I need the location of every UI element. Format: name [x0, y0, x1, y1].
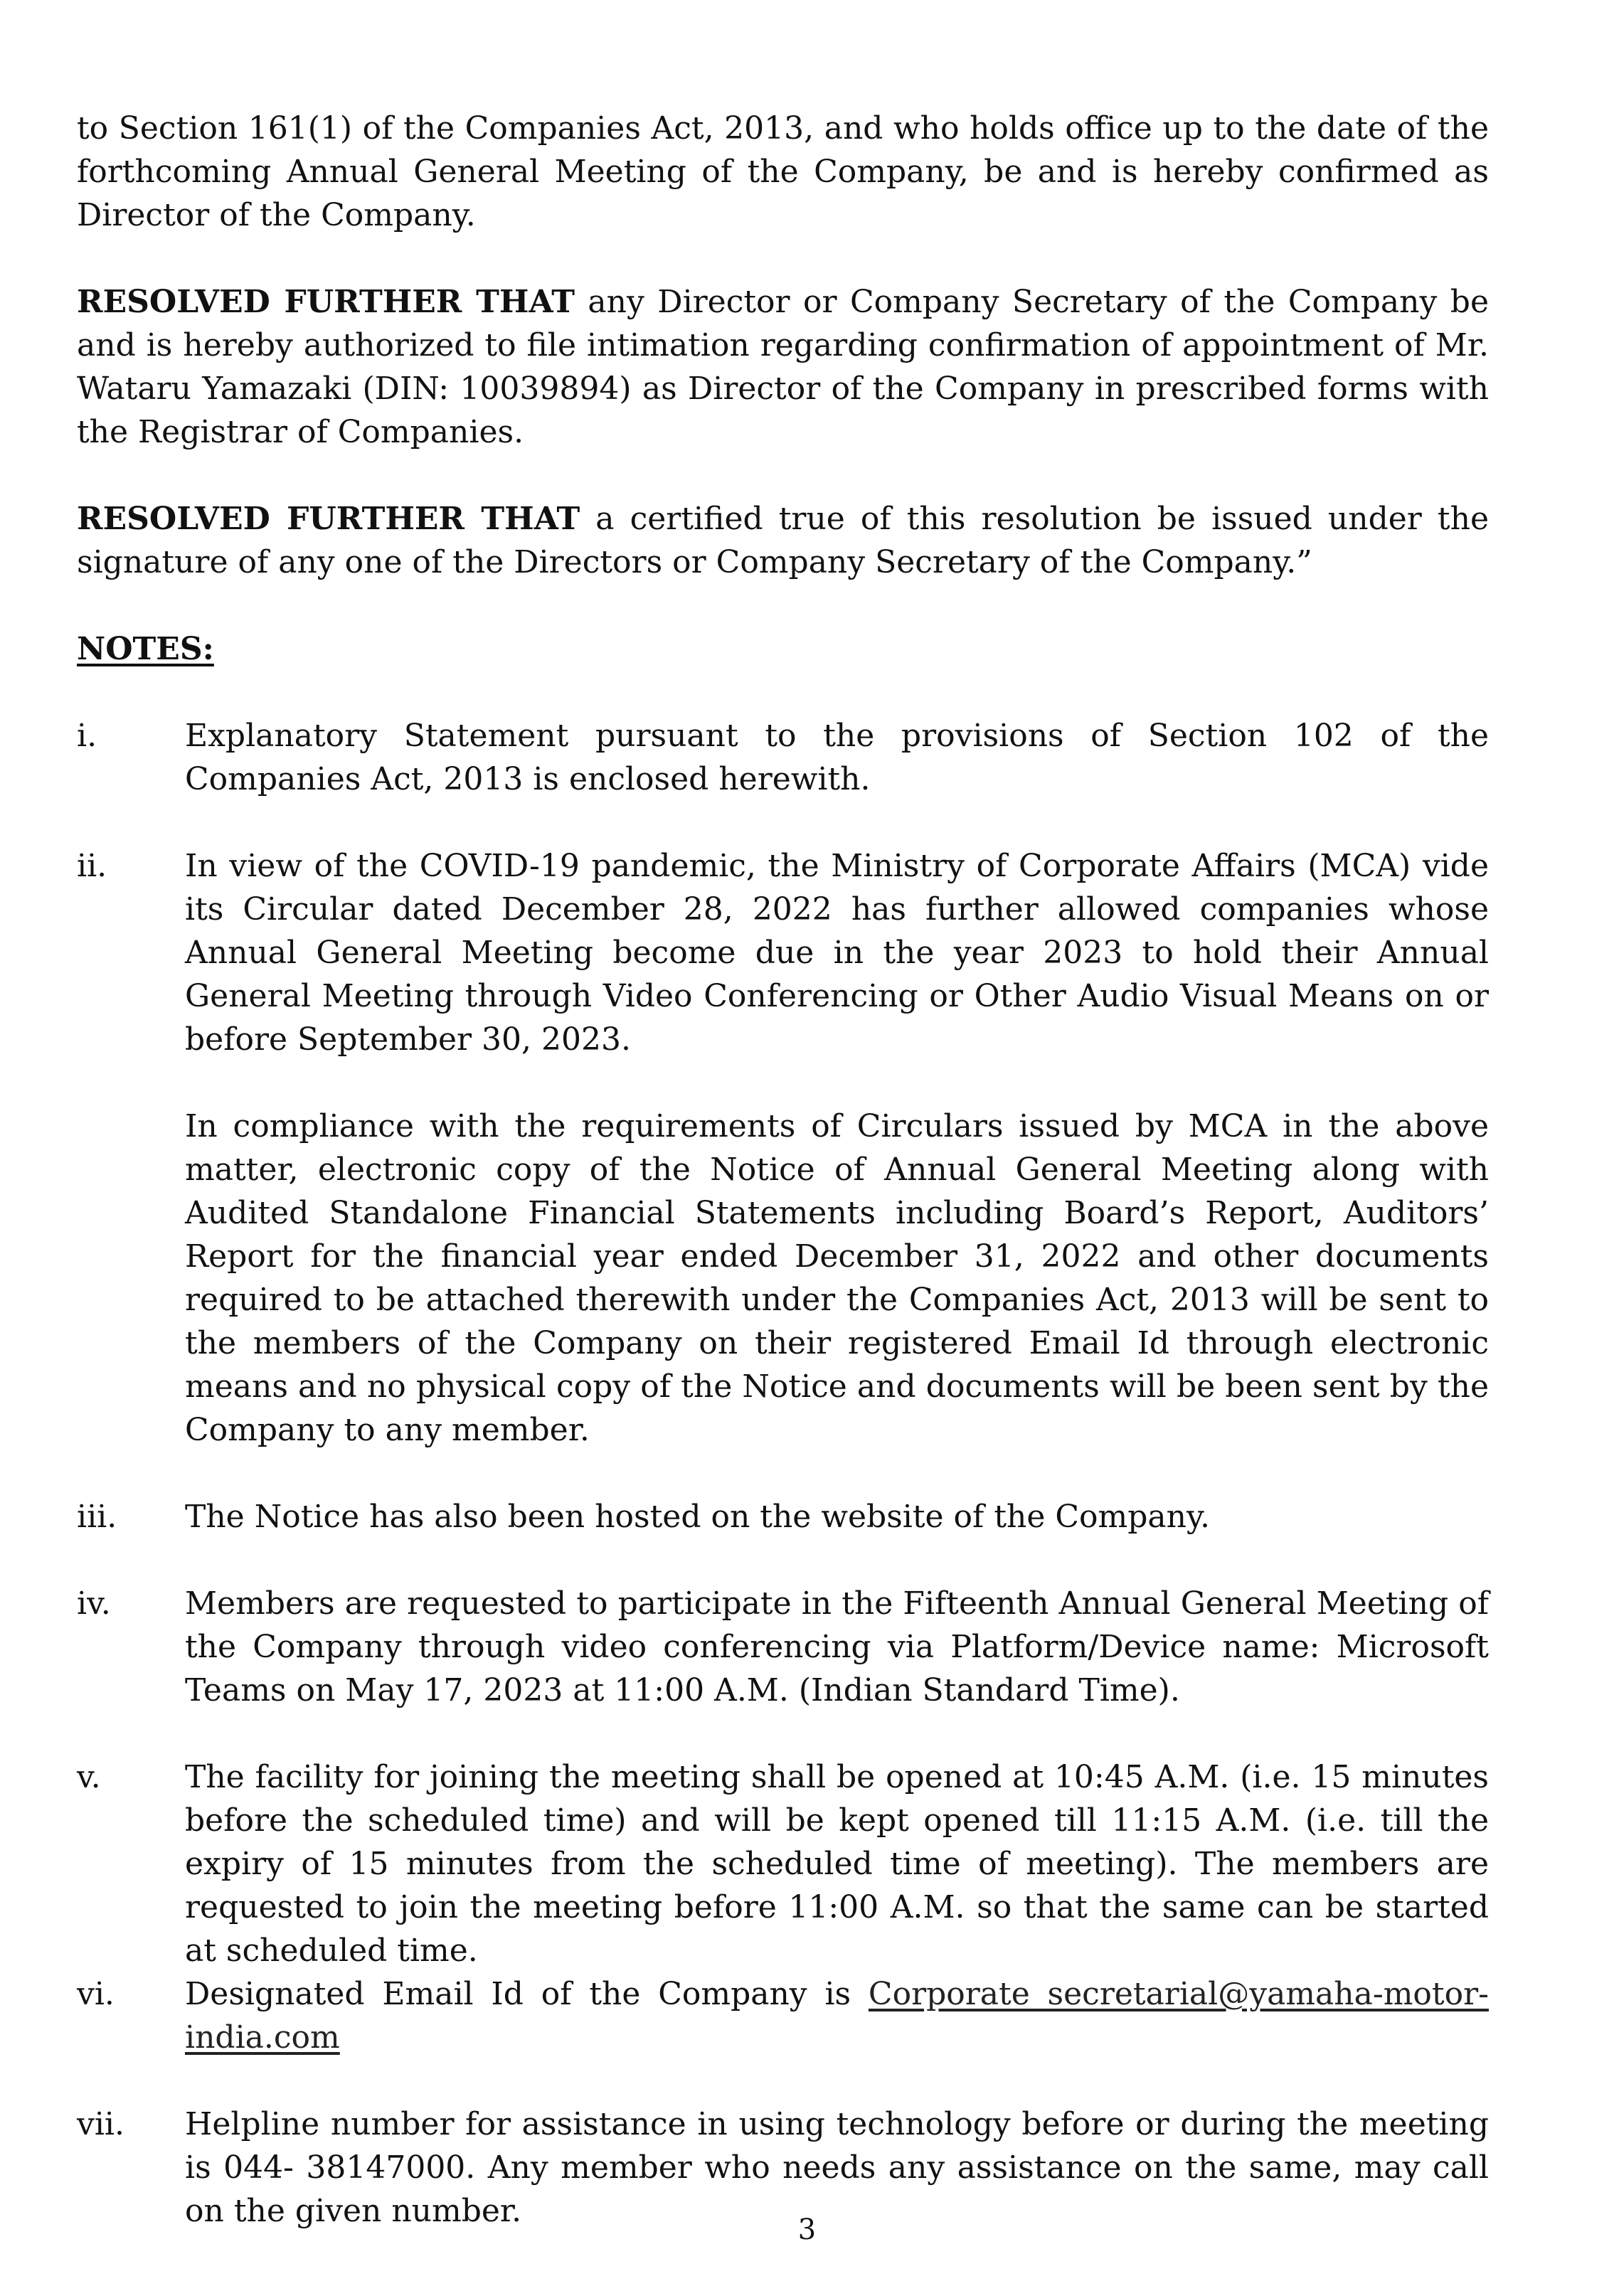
- note-item-v: [77, 1755, 1489, 1972]
- note-paragraph: In view of the COVID-19 pandemic, the Ministry of Corporate Affairs (MCA) vide its Circular dated December 28, 2022 has further allowed companies whose Annual General Meeting become due in the year 2023 to hold their Annual General Meeting through Video Conferencing or Other Audio Visual Means on or before September 30, 2023.: [185, 848, 1489, 1058]
- note-number: v.: [77, 1759, 101, 1795]
- resolution-lead: RESOLVED FURTHER THAT: [77, 284, 575, 320]
- resolution-text: a certified true of this resolution be issued under the signature of any one of the Directors or Company Secretary of the Company.”: [77, 501, 1489, 580]
- resolution-further-1: [77, 280, 1489, 454]
- note-item-i: [77, 714, 1489, 801]
- email-intro-text: Designated Email Id of the Company is: [185, 1976, 869, 2012]
- resolution-further-2: [77, 497, 1489, 584]
- page-number: 3: [797, 2213, 817, 2246]
- note-body: [185, 1582, 1489, 1712]
- note-number: iv.: [77, 1585, 111, 1622]
- company-email-link[interactable]: Corporate secretarial@yamaha-motor-india.com: [185, 1976, 1489, 2056]
- note-paragraph: In compliance with the requirements of Circulars issued by MCA in the above matter, electronic copy of the Notice of Annual General Meeting along with Audited Standalone Financial Statements including Board’s Report, Auditors’ Report for the financial year ended December 31, 2022 and other documents required to be attached therewith under the Companies Act, 2013 will be sent to the members of the Company on their registered Email Id through electronic means and no physical copy of the Notice and documents will be been sent by the Company to any member.: [185, 1108, 1489, 1448]
- note-number: vii.: [77, 2106, 124, 2142]
- note-number: vi.: [77, 1976, 115, 2012]
- note-body: [185, 1495, 1489, 1538]
- note-item-iv: [77, 1582, 1489, 1712]
- note-paragraph: The facility for joining the meeting shall be opened at 10:45 A.M. (i.e. 15 minutes before the scheduled time) and will be kept opened till 11:15 A.M. (i.e. till the expiry of 15 minutes from the scheduled time of meeting). The members are requested to join the meeting before 11:00 A.M. so that the same can be started at scheduled time.: [185, 1759, 1489, 1969]
- note-body: [185, 1755, 1489, 1972]
- note-paragraph: Members are requested to participate in the Fifteenth Annual General Meeting of the Company through video conferencing via Platform/Device name: Microsoft Teams on May 17, 2023 at 11:00 A.M. (Indian Standard Time).: [185, 1585, 1489, 1708]
- note-number: ii.: [77, 848, 107, 884]
- note-number: iii.: [77, 1499, 117, 1535]
- note-body: [185, 714, 1489, 801]
- note-paragraph: [185, 1972, 1489, 2059]
- resolution-continuation: to Section 161(1) of the Companies Act, 2013, and who holds office up to the date of the forthcoming Annual General Meeting of the Company, be and is hereby confirmed as Director of the Company.: [77, 110, 1489, 233]
- note-item-ii: [77, 844, 1489, 1452]
- note-paragraph: Explanatory Statement pursuant to the provisions of Section 102 of the Companies Act, 2013 is enclosed herewith.: [185, 718, 1489, 797]
- resolution-text: any Director or Company Secretary of the Company be and is hereby authorized to file intimation regarding confirmation of appointment of Mr. Wataru Yamazaki (DIN: 10039894) as Director of the Company in prescribed forms with the Registrar of Companies.: [77, 284, 1489, 450]
- note-paragraph: The Notice has also been hosted on the website of the Company.: [185, 1499, 1210, 1535]
- resolution-lead: RESOLVED FURTHER THAT: [77, 501, 580, 537]
- notes-heading: NOTES:: [77, 631, 214, 667]
- note-number: i.: [77, 718, 97, 754]
- note-body: [185, 844, 1489, 1452]
- document-page: [77, 107, 1489, 2276]
- note-item-iii: [77, 1495, 1489, 1538]
- note-item-vi: [77, 1972, 1489, 2059]
- note-body: [185, 1972, 1489, 2059]
- note-paragraph: Helpline number for assistance in using technology before or during the meeting is 044- 38147000. Any member who needs any assistance on the same, may call on the given number.: [185, 2106, 1489, 2229]
